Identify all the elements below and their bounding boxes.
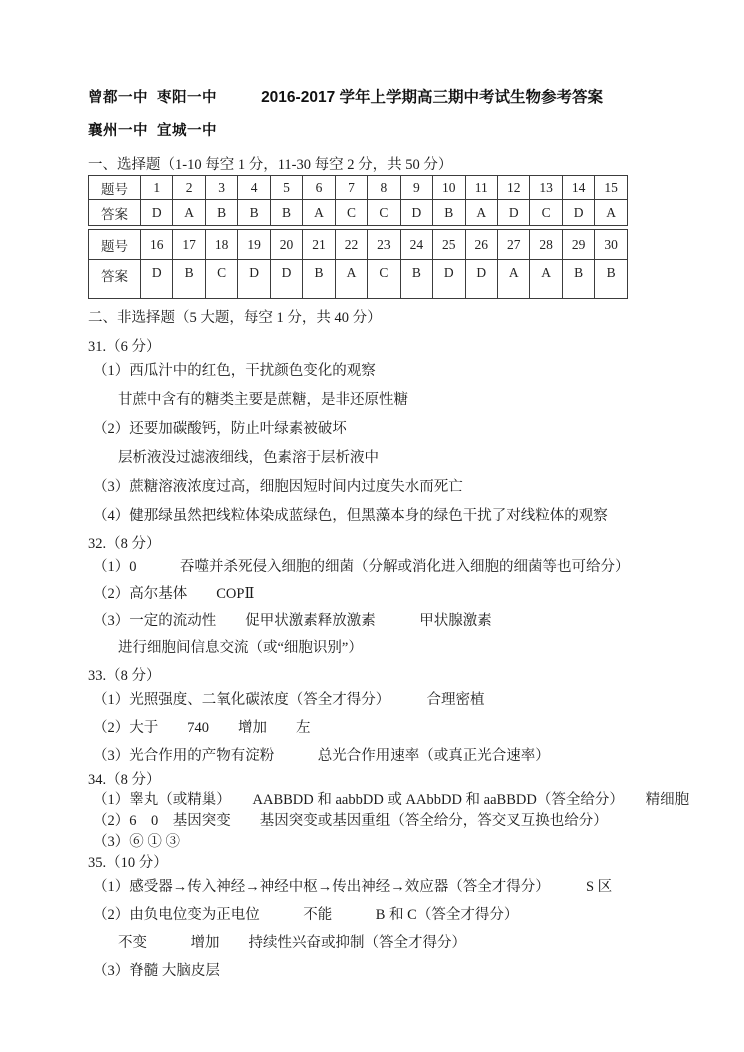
section-choice-heading: 一、选择题（1-10 每空 1 分，11-30 每空 2 分，共 50 分） [88, 157, 453, 173]
question-number-cell: 2 [173, 176, 205, 200]
answer-row [89, 260, 628, 299]
question-number-cell: 13 [530, 176, 562, 200]
answer-cell: D [433, 260, 465, 299]
answer-cell: A [465, 200, 497, 226]
answer-cell: D [400, 200, 432, 226]
row-label-cell: 题号 [89, 176, 141, 200]
answer-line: （2）6 0 基因突变 基因突变或基因重组（答全给分，答交叉互换也给分） [93, 813, 608, 829]
section-free-heading: 二、非选择题（5 大题，每空 1 分，共 40 分） [88, 310, 382, 326]
answer-cell: B [270, 200, 302, 226]
answer-line: （3）光合作用的产物有淀粉 总光合作用速率（或真正光合速率） [93, 748, 550, 764]
row-label-cell: 题号 [89, 230, 141, 260]
answer-line: （1）光照强度、二氧化碳浓度（答全才得分） 合理密植 [93, 692, 485, 708]
answer-cell: D [562, 200, 594, 226]
answer-line: （1）0 吞噬并杀死侵入细胞的细菌（分解或消化进入细胞的细菌等也可给分） [93, 559, 630, 575]
answer-line: （3）⑥ ① ③ [93, 834, 180, 850]
answer-cell: B [173, 260, 205, 299]
answer-cell: C [368, 200, 400, 226]
question-number-cell: 9 [400, 176, 432, 200]
answer-cell: B [433, 200, 465, 226]
question-number-cell: 11 [465, 176, 497, 200]
answer-cell: B [238, 200, 270, 226]
answer-line: 层析液没过滤液细线，色素溶于层析液中 [118, 450, 379, 466]
question-31-title: 31.（6 分） [88, 339, 161, 355]
school-names-line2: 襄州一中 宜城一中 [88, 123, 218, 139]
answer-line: （4）健那绿虽然把线粒体染成蓝绿色，但黑藻本身的绿色干扰了对线粒体的观察 [93, 508, 608, 524]
answer-cell: C [335, 200, 367, 226]
question-number-cell: 30 [595, 230, 628, 260]
school-names-line1: 曾都一中 枣阳一中 [88, 90, 218, 106]
question-number-cell: 23 [368, 230, 400, 260]
answer-cell: A [530, 260, 562, 299]
question-34-title: 34.（8 分） [88, 772, 161, 788]
answer-line: 不变 增加 持续性兴奋或抑制（答全才得分） [118, 935, 466, 951]
answer-cell: D [141, 200, 173, 226]
question-number-cell: 17 [173, 230, 205, 260]
question-number-row [89, 176, 628, 200]
answer-row [89, 200, 628, 226]
answer-cell: A [303, 200, 335, 226]
question-number-cell: 8 [368, 176, 400, 200]
row-label-cell: 答案 [89, 200, 141, 226]
answer-cell: D [465, 260, 497, 299]
answer-line: （1）睾丸（或精巢） AABBDD 和 aabbDD 或 AAbbDD 和 aaBBDD（答全给分） 精细胞 [93, 792, 690, 808]
question-number-cell: 4 [238, 176, 270, 200]
question-number-cell: 29 [562, 230, 594, 260]
answer-line: 进行细胞间信息交流（或“细胞识别”） [118, 640, 363, 656]
answer-cell: A [595, 200, 628, 226]
question-32 [88, 534, 694, 662]
page-title: 2016-2017 学年上学期高三期中考试生物参考答案 [261, 89, 603, 106]
answer-cell: B [303, 260, 335, 299]
question-number-cell: 24 [400, 230, 432, 260]
answer-cell: B [595, 260, 628, 299]
question-number-cell: 7 [335, 176, 367, 200]
answer-line: （2）还要加碳酸钙，防止叶绿素被破坏 [93, 421, 347, 437]
question-number-cell: 21 [303, 230, 335, 260]
answer-line: （2）由负电位变为正电位 不能 B 和 C（答全才得分） [93, 907, 519, 923]
answer-table-16-30 [88, 229, 628, 299]
answer-cell: B [400, 260, 432, 299]
question-31 [88, 337, 694, 531]
question-34 [88, 770, 694, 853]
answer-line: （3）脊髓 大脑皮层 [93, 963, 220, 979]
question-number-cell: 26 [465, 230, 497, 260]
question-33 [88, 666, 694, 770]
answer-cell: B [205, 200, 237, 226]
answer-line: （2）大于 740 增加 左 [93, 720, 311, 736]
answer-cell: A [335, 260, 367, 299]
row-label-cell: 答案 [89, 260, 141, 299]
question-number-cell: 5 [270, 176, 302, 200]
question-number-cell: 20 [270, 230, 302, 260]
answer-cell: D [497, 200, 529, 226]
question-number-cell: 25 [433, 230, 465, 260]
question-32-title: 32.（8 分） [88, 536, 161, 552]
question-number-cell: 3 [205, 176, 237, 200]
question-number-cell: 1 [141, 176, 173, 200]
answer-cell: D [238, 260, 270, 299]
answer-cell: A [497, 260, 529, 299]
answer-line: 甘蔗中含有的糖类主要是蔗糖，是非还原性糖 [118, 392, 408, 408]
question-number-cell: 16 [141, 230, 173, 260]
answer-cell: C [205, 260, 237, 299]
answer-line: （2）高尔基体 COPⅡ [93, 586, 255, 602]
question-number-cell: 12 [497, 176, 529, 200]
answer-cell: D [141, 260, 173, 299]
answer-cell: D [270, 260, 302, 299]
question-35-title: 35.（10 分） [88, 855, 168, 871]
answer-cell: B [562, 260, 594, 299]
question-number-row [89, 230, 628, 260]
question-number-cell: 14 [562, 176, 594, 200]
question-number-cell: 18 [205, 230, 237, 260]
question-35 [88, 853, 694, 985]
question-number-cell: 28 [530, 230, 562, 260]
answer-cell: A [173, 200, 205, 226]
answer-cell: C [368, 260, 400, 299]
question-number-cell: 27 [497, 230, 529, 260]
question-number-cell: 6 [303, 176, 335, 200]
header [88, 88, 694, 108]
answer-line: （3）蔗糖溶液浓度过高，细胞因短时间内过度失水而死亡 [93, 479, 463, 495]
question-number-cell: 22 [335, 230, 367, 260]
answer-cell: C [530, 200, 562, 226]
answer-line: （1）感受器→传入神经→神经中枢→传出神经→效应器（答全才得分） S 区 [93, 879, 613, 895]
answer-line: （1）西瓜汁中的红色，干扰颜色变化的观察 [93, 363, 376, 379]
question-33-title: 33.（8 分） [88, 668, 161, 684]
answer-table-1-15 [88, 175, 628, 226]
question-number-cell: 19 [238, 230, 270, 260]
question-number-cell: 15 [595, 176, 628, 200]
question-number-cell: 10 [433, 176, 465, 200]
answer-line: （3）一定的流动性 促甲状激素释放激素 甲状腺激素 [93, 613, 492, 629]
